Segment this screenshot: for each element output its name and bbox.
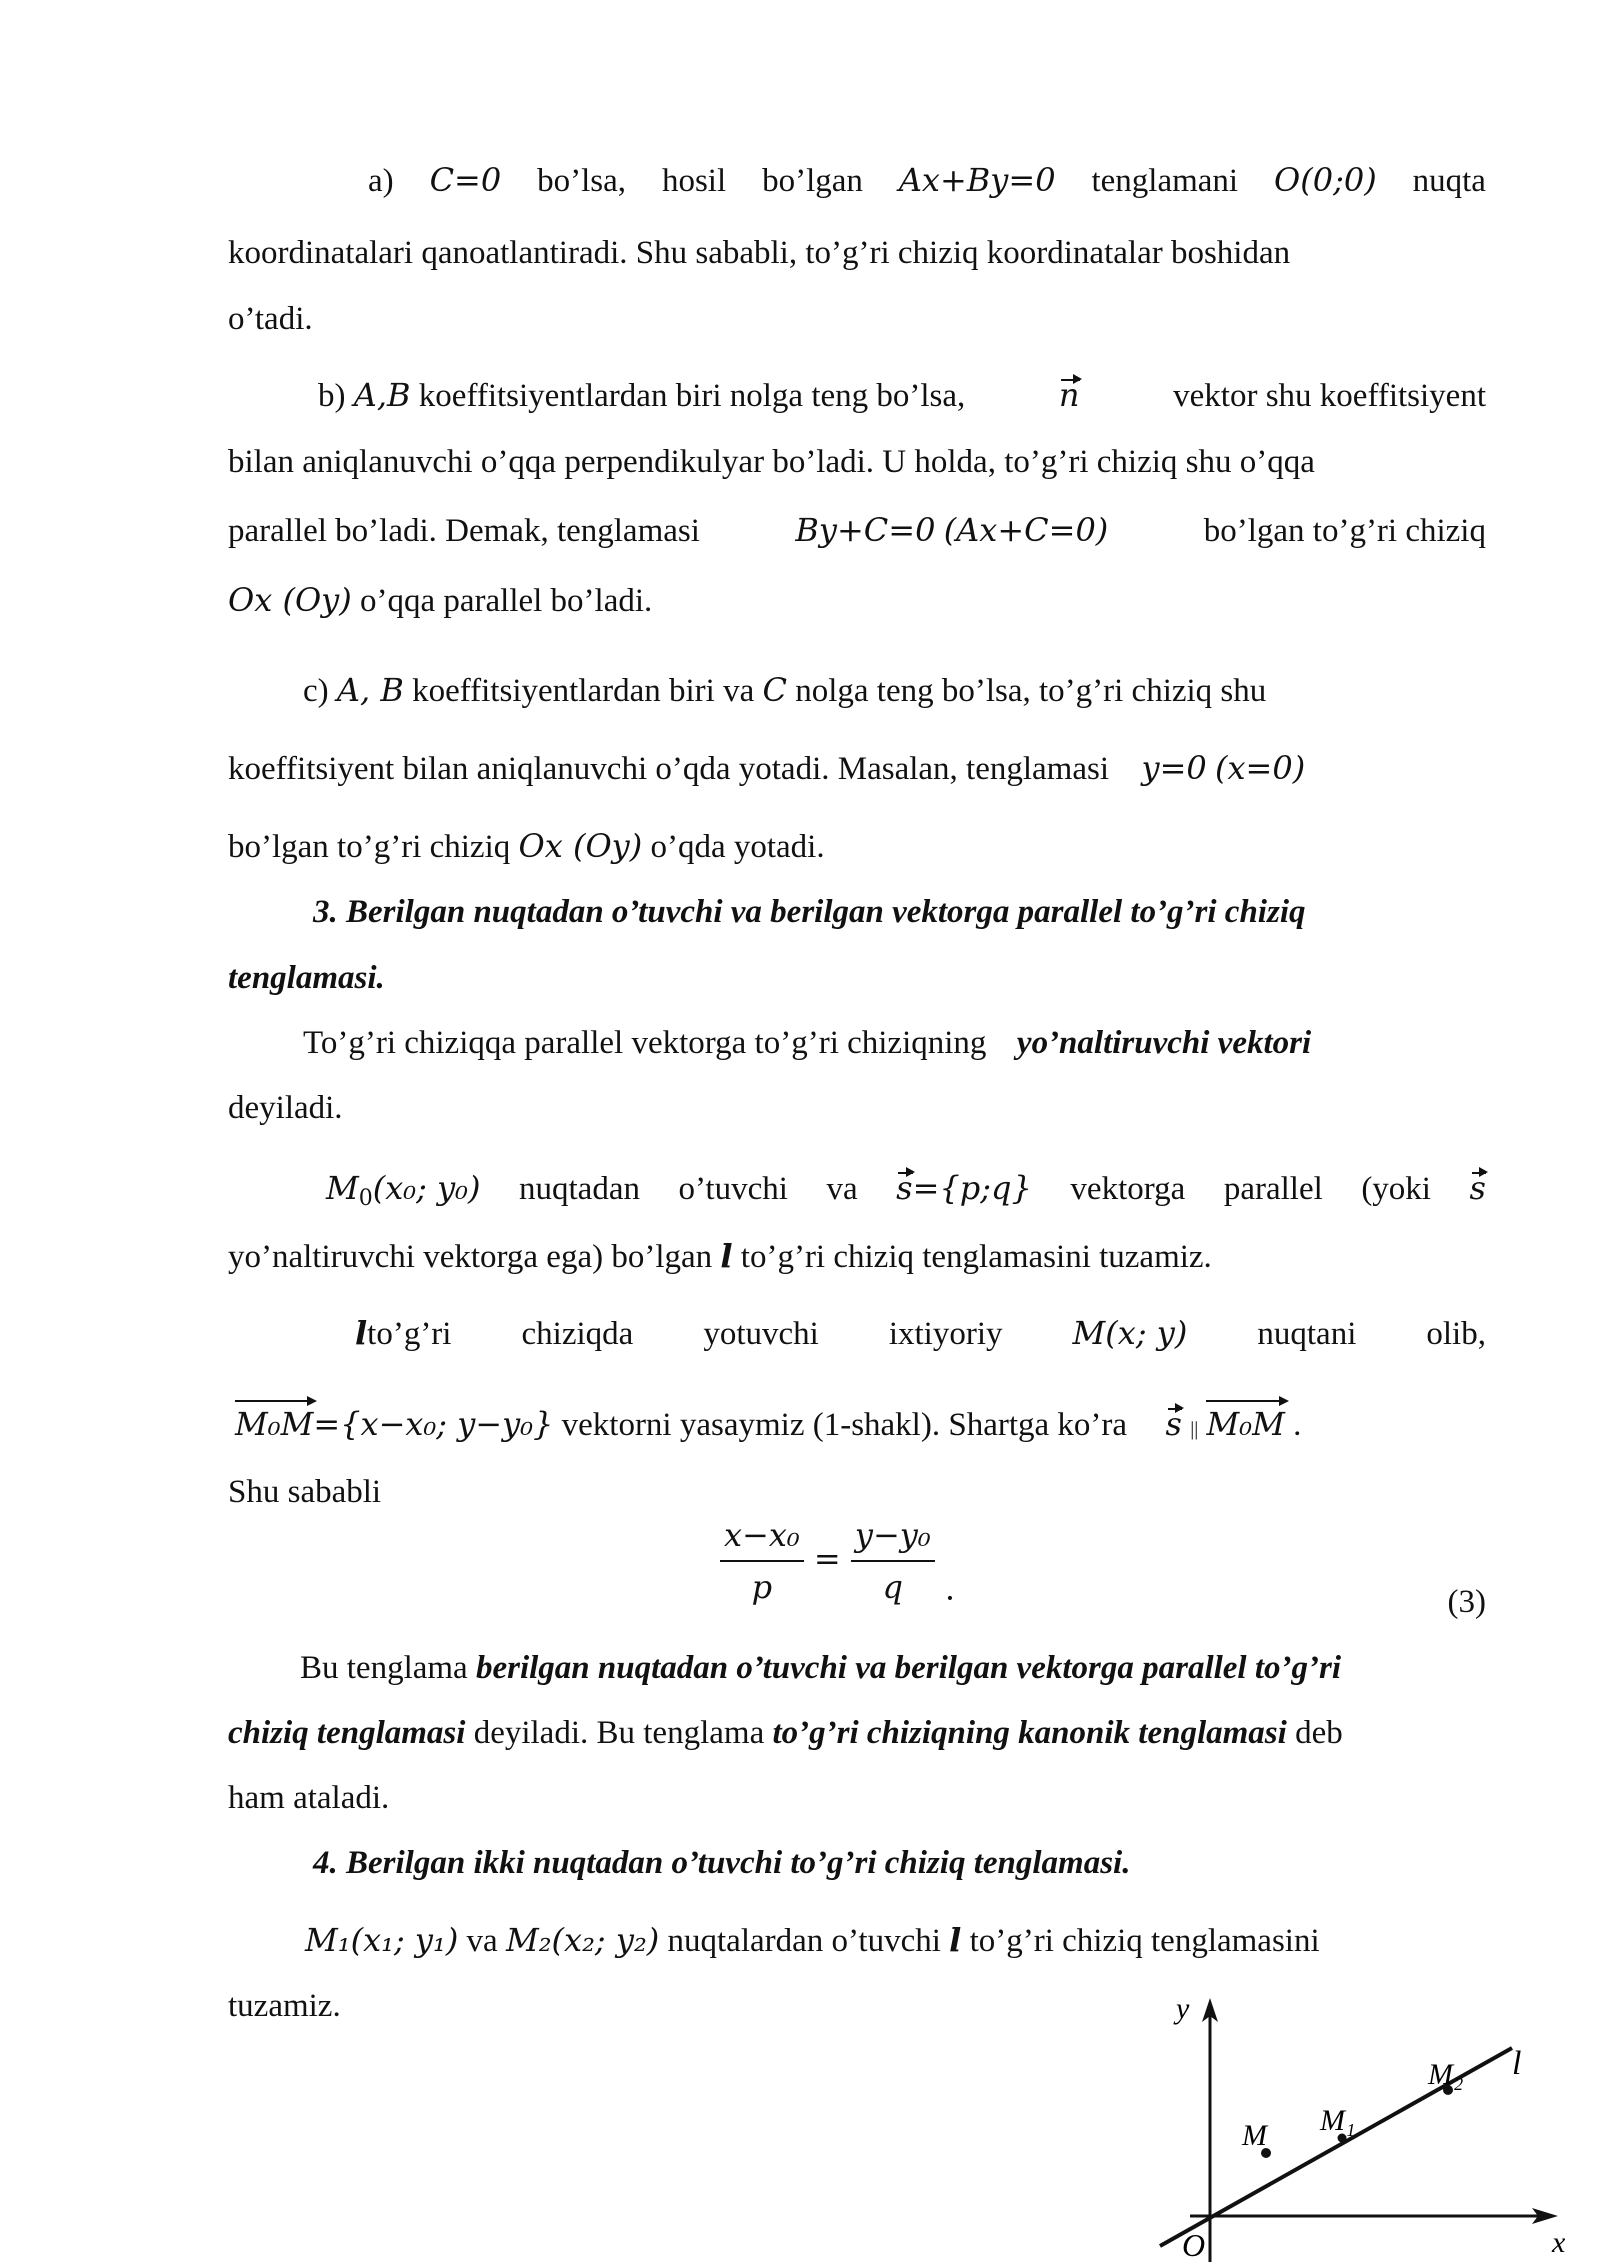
math-m2-point: M₂(x₂; y₂)	[505, 1921, 660, 1959]
text: olib,	[1426, 1316, 1486, 1352]
parallel-sign: ||	[1190, 1418, 1199, 1440]
text: (x₀; y₀)	[372, 1169, 481, 1207]
text: .	[1293, 1407, 1302, 1443]
text: koordinatalari qanoatlantiradi. Shu sababli, to’g’ri chiziq koordinatalar boshidan	[228, 235, 1291, 271]
vector-s: s	[1469, 1169, 1486, 1207]
vector-m0m: M₀M	[1206, 1400, 1284, 1444]
para-c-line2	[228, 748, 1486, 789]
text: To’g’ri chiziqqa parallel vektorga to’g’ri chiziqning	[303, 1025, 987, 1061]
y-axis-label: y	[1176, 1992, 1190, 2025]
term-canonical-equation: to’g’ri chiziqning kanonik tenglamasi	[772, 1715, 1287, 1751]
para-bu-line1	[300, 1648, 1486, 1688]
text: yotuvchi	[703, 1316, 819, 1352]
denominator: q	[882, 1568, 904, 1606]
para-bu-line2	[228, 1713, 1486, 1753]
text: Shu sababli	[228, 1474, 382, 1510]
text: o’tadi.	[228, 301, 313, 337]
text: deb	[1295, 1715, 1343, 1751]
text: vektorni yasaymiz (1-shakl). Shartga ko’ra	[561, 1407, 1128, 1443]
para-c-line1	[303, 670, 1486, 711]
text: to’g’ri chiziq tenglamasini	[969, 1923, 1320, 1959]
canonical-equation	[720, 1516, 955, 1608]
vector-s: s	[1165, 1405, 1182, 1443]
para-b-label: b)	[318, 378, 346, 414]
text: nuqtadan	[519, 1171, 640, 1207]
math-a-b: A,B	[353, 376, 411, 414]
text: bilan aniqlanuvchi o’qqa perpendikulyar bo’ladi. U holda, to’g’ri chiziq shu o’qqa	[228, 444, 1315, 480]
para-bu-line3	[228, 1778, 1486, 1818]
term-equation-name: chiziq tenglamasi	[228, 1715, 466, 1751]
text: hosil	[661, 163, 727, 199]
text: koeffitsiyent bilan aniqlanuvchi o’qda yotadi. Masalan, tenglamasi	[228, 751, 1109, 787]
text: nuqtalardan o’tuvchi	[667, 1923, 941, 1959]
para-m0-line1	[326, 1168, 1486, 1219]
para-b-line1	[318, 375, 1486, 416]
coordinate-figure	[1150, 1990, 1590, 2262]
text: o’qqa parallel bo’ladi.	[359, 583, 653, 619]
text: deyiladi.	[228, 1090, 343, 1126]
text: bo’lsa,	[537, 163, 627, 199]
para-c-line3	[228, 826, 1486, 867]
fraction-y	[851, 1516, 935, 1606]
math-l: l	[355, 1314, 368, 1352]
text: koeffitsiyentlardan biri va	[412, 673, 755, 709]
fraction-x	[720, 1516, 804, 1606]
text: parallel bo’ladi. Demak, tenglamasi	[228, 513, 700, 549]
math-a-b: A, B	[336, 671, 404, 709]
x-axis-label: x	[1552, 2226, 1566, 2259]
math-x-eq-0: (x=0)	[1215, 749, 1306, 787]
text: Bu tenglama	[300, 1650, 468, 1686]
text: va	[466, 1923, 498, 1959]
para-m0-line2	[228, 1236, 1486, 1277]
math-ox-oy: Ox (Oy)	[228, 581, 352, 619]
math-m-point: M(x; y)	[1072, 1314, 1188, 1352]
text: 3. Berilgan nuqtadan o’tuvchi va berilgan vektorga parallel to’g’ri chiziq	[313, 894, 1306, 930]
text: vektorga	[1070, 1171, 1186, 1207]
math-origin: O(0;0)	[1274, 161, 1377, 199]
text: yo’naltiruvchi vektorga ega) bo’lgan	[228, 1239, 713, 1275]
text: bo’lgan	[762, 163, 863, 199]
subscript: 0	[358, 1186, 373, 1211]
text: deyiladi. Bu tenglama	[473, 1715, 765, 1751]
text: chiziqda	[521, 1316, 634, 1352]
text: 4. Berilgan ikki nuqtadan o’tuvchi to’g’ri chiziq tenglamasi.	[313, 1845, 1131, 1881]
text: bo’lgan to’g’ri chiziq	[228, 829, 511, 865]
text: koeffitsiyentlardan biri nolga teng bo’lsa,	[418, 378, 966, 414]
text: M	[326, 1169, 359, 1207]
origin-label: O	[1182, 2227, 1206, 2262]
math-ox-oy: Ox (Oy)	[518, 827, 643, 865]
math-l: l	[720, 1237, 733, 1275]
math-c: C	[762, 671, 787, 709]
text: tenglamani	[1091, 163, 1239, 199]
para-b-line2	[228, 442, 1486, 482]
math-m1-point: M₁(x₁; y₁)	[305, 1921, 459, 1959]
section-3-heading-line1	[313, 892, 1486, 932]
para-c-label: c)	[303, 673, 329, 709]
text: tenglamasi.	[228, 960, 385, 996]
para-l-line3	[228, 1472, 1486, 1512]
para-l-line1	[355, 1313, 1486, 1354]
term-direction-vector: yo’naltiruvchi vektori	[1016, 1025, 1312, 1061]
para-dir-line1	[303, 1023, 1486, 1063]
math-c-eq-0: C=0	[429, 161, 502, 199]
text: (yoki	[1361, 1171, 1431, 1207]
text: ={p;q}	[912, 1169, 1032, 1207]
para-dir-line2	[228, 1088, 1486, 1128]
text: va	[826, 1171, 858, 1207]
section-3-heading-line2	[228, 958, 1486, 998]
numerator: x−x₀	[720, 1516, 804, 1562]
text: ={x−x₀; y−y₀}	[313, 1405, 554, 1443]
text: nuqtani	[1257, 1316, 1357, 1352]
text: tuzamiz.	[228, 1988, 341, 2024]
denominator: p	[751, 1568, 773, 1606]
para-a-line3	[228, 299, 1486, 339]
text: nuqta	[1412, 163, 1486, 199]
text: to’g’ri	[367, 1316, 452, 1352]
para-l-line2	[235, 1400, 1486, 1449]
para-b-line4	[228, 580, 1486, 621]
vector-m0m: M₀M	[235, 1400, 313, 1444]
text: ham ataladi.	[228, 1780, 390, 1816]
math-m0-point	[326, 1168, 480, 1219]
math-y-eq-0: y=0	[1141, 749, 1207, 787]
text: nolga teng bo’lsa, to’g’ri chiziq shu	[795, 673, 1267, 709]
text: parallel	[1223, 1171, 1323, 1207]
term-equation-name: berilgan nuqtadan o’tuvchi va berilgan vektorga parallel to’g’ri	[475, 1650, 1342, 1686]
math-m0m-vector	[235, 1405, 553, 1443]
text: o’qda yotadi.	[650, 829, 825, 865]
point-m1-label: M₁	[1320, 2104, 1356, 2137]
period: .	[944, 1569, 956, 1608]
section-4-heading	[313, 1843, 1486, 1883]
vector-s: s	[896, 1169, 913, 1207]
math-l: l	[949, 1921, 962, 1959]
math-ax-c: (Ax+C=0)	[943, 511, 1109, 549]
line-l-label: l	[1512, 2045, 1522, 2082]
text: ixtiyoriy	[888, 1316, 1003, 1352]
equation-number: (3)	[1447, 1584, 1486, 1620]
point-m-label: M	[1242, 2119, 1267, 2152]
math-vector-s	[896, 1168, 1032, 1208]
text: bo’lgan to’g’ri chiziq	[1203, 513, 1486, 549]
text: to’g’ri chiziq tenglamasini tuzamiz.	[740, 1239, 1212, 1275]
para-b-line3	[228, 510, 1486, 551]
math-by-c: By+C=0	[795, 511, 936, 549]
para-a-label: a)	[368, 163, 394, 199]
para-a-line1	[368, 160, 1486, 201]
math-vector-n: n	[1058, 376, 1080, 414]
para-two-line1	[305, 1920, 1486, 1961]
text: vektor shu koeffitsiyent	[1173, 378, 1486, 414]
text: o’tuvchi	[678, 1171, 788, 1207]
equals-sign: =	[813, 1539, 841, 1578]
para-a-line2	[228, 233, 1486, 273]
point-m2-label: M₂	[1428, 2058, 1464, 2091]
math-ax-by: Ax+By=0	[898, 161, 1056, 199]
numerator: y−y₀	[851, 1516, 935, 1562]
